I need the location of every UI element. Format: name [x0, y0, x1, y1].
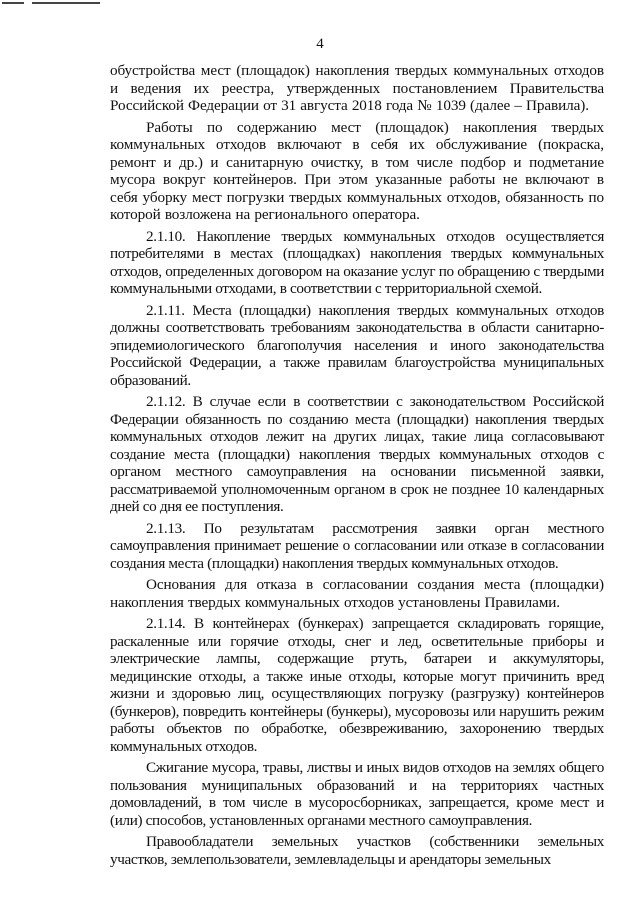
- paragraph-2-1-14: 2.1.14. В контейнерах (бункерах) запрещается складировать горящие, раскаленные или горячие отходы, снег и лед, осветительные приборы и электрические лампы, содержащие ртуть, батареи и аккумуляторы, медицинские отходы, а также иные отходы, которые могут причинить вред жизни и здоровью лиц, осуществляющих погрузку (разгрузку) контейнеров (бункеров), повредить контейнеры (бункеры), мусоровозы или нарушить режим работы объектов по обработке, обезвреживанию, захоронению твердых коммунальных отходов.: [110, 615, 604, 755]
- paragraph-right-holders: Правообладатели земельных участков (собственники земельных участков, землепользователи, землевладельцы и арендаторы земельных: [110, 833, 604, 868]
- paragraph-2-1-12: 2.1.12. В случае если в соответствии с законодательством Российской Федерации обязанность по созданию места (площадки) накопления твердых коммунальных отходов лежит на других лицах, такие лица согласовывают создание места (площадки) накопления твердых коммунальных отходов с органом местного самоуправления на основании письменной заявки, рассматриваемой уполномоченным органом в срок не позднее 10 календарных дней со дня ее поступления.: [110, 393, 604, 515]
- paragraph-2-1-11: 2.1.11. Места (площадки) накопления твердых коммунальных отходов должны соответствовать требованиям законодательства в области санитарно-эпидемиологического благополучия населения и иного законодательства Российской Федерации, а также правилам благоустройства муниципальных образований.: [110, 301, 604, 389]
- scan-artifact-line: [2, 2, 102, 4]
- document-body: [110, 62, 604, 868]
- paragraph-2-1-13: 2.1.13. По результатам рассмотрения заявки орган местного самоуправления принимает решение о согласовании или отказе в согласовании создания места (площадки) накопления твердых коммунальных отходов.: [110, 519, 604, 572]
- page-number: 4: [316, 36, 324, 52]
- paragraph-burning-ban: Сжигание мусора, травы, листвы и иных видов отходов на землях общего пользования муниципальных образований и на территориях частных домовладений, в том числе в мусоросборниках, запрещается, кроме мест и (или) способов, установленных органами местного самоуправления.: [110, 759, 604, 829]
- paragraph-2-1-10: 2.1.10. Накопление твердых коммунальных отходов осуществляется потребителями в местах (площадках) накопления твердых коммунальных отходов, определенных договором на оказание услуг по обращению с твердыми коммунальными отходами, в соответствии с территориальной схемой.: [110, 227, 604, 297]
- paragraph-rules-reference: обустройства мест (площадок) накопления твердых коммунальных отходов и ведения их реестра, утвержденных постановлением Правительства Российской Федерации от 31 августа 2018 года № 1039 (далее – Правила).: [110, 62, 604, 114]
- paragraph-maintenance-works: Работы по содержанию мест (площадок) накопления твердых коммунальных отходов включают в себя их обслуживание (покраска, ремонт и др.) и санитарную очистку, в том числе подбор и подметание мусора вокруг контейнеров. При этом указанные работы не включают в себя уборку мест погрузки твердых коммунальных отходов, обязанность по которой возложена на регионального оператора.: [110, 118, 604, 223]
- paragraph-refusal-grounds: Основания для отказа в согласовании создания места (площадки) накопления твердых коммунальных отходов установлены Правилами.: [110, 576, 604, 611]
